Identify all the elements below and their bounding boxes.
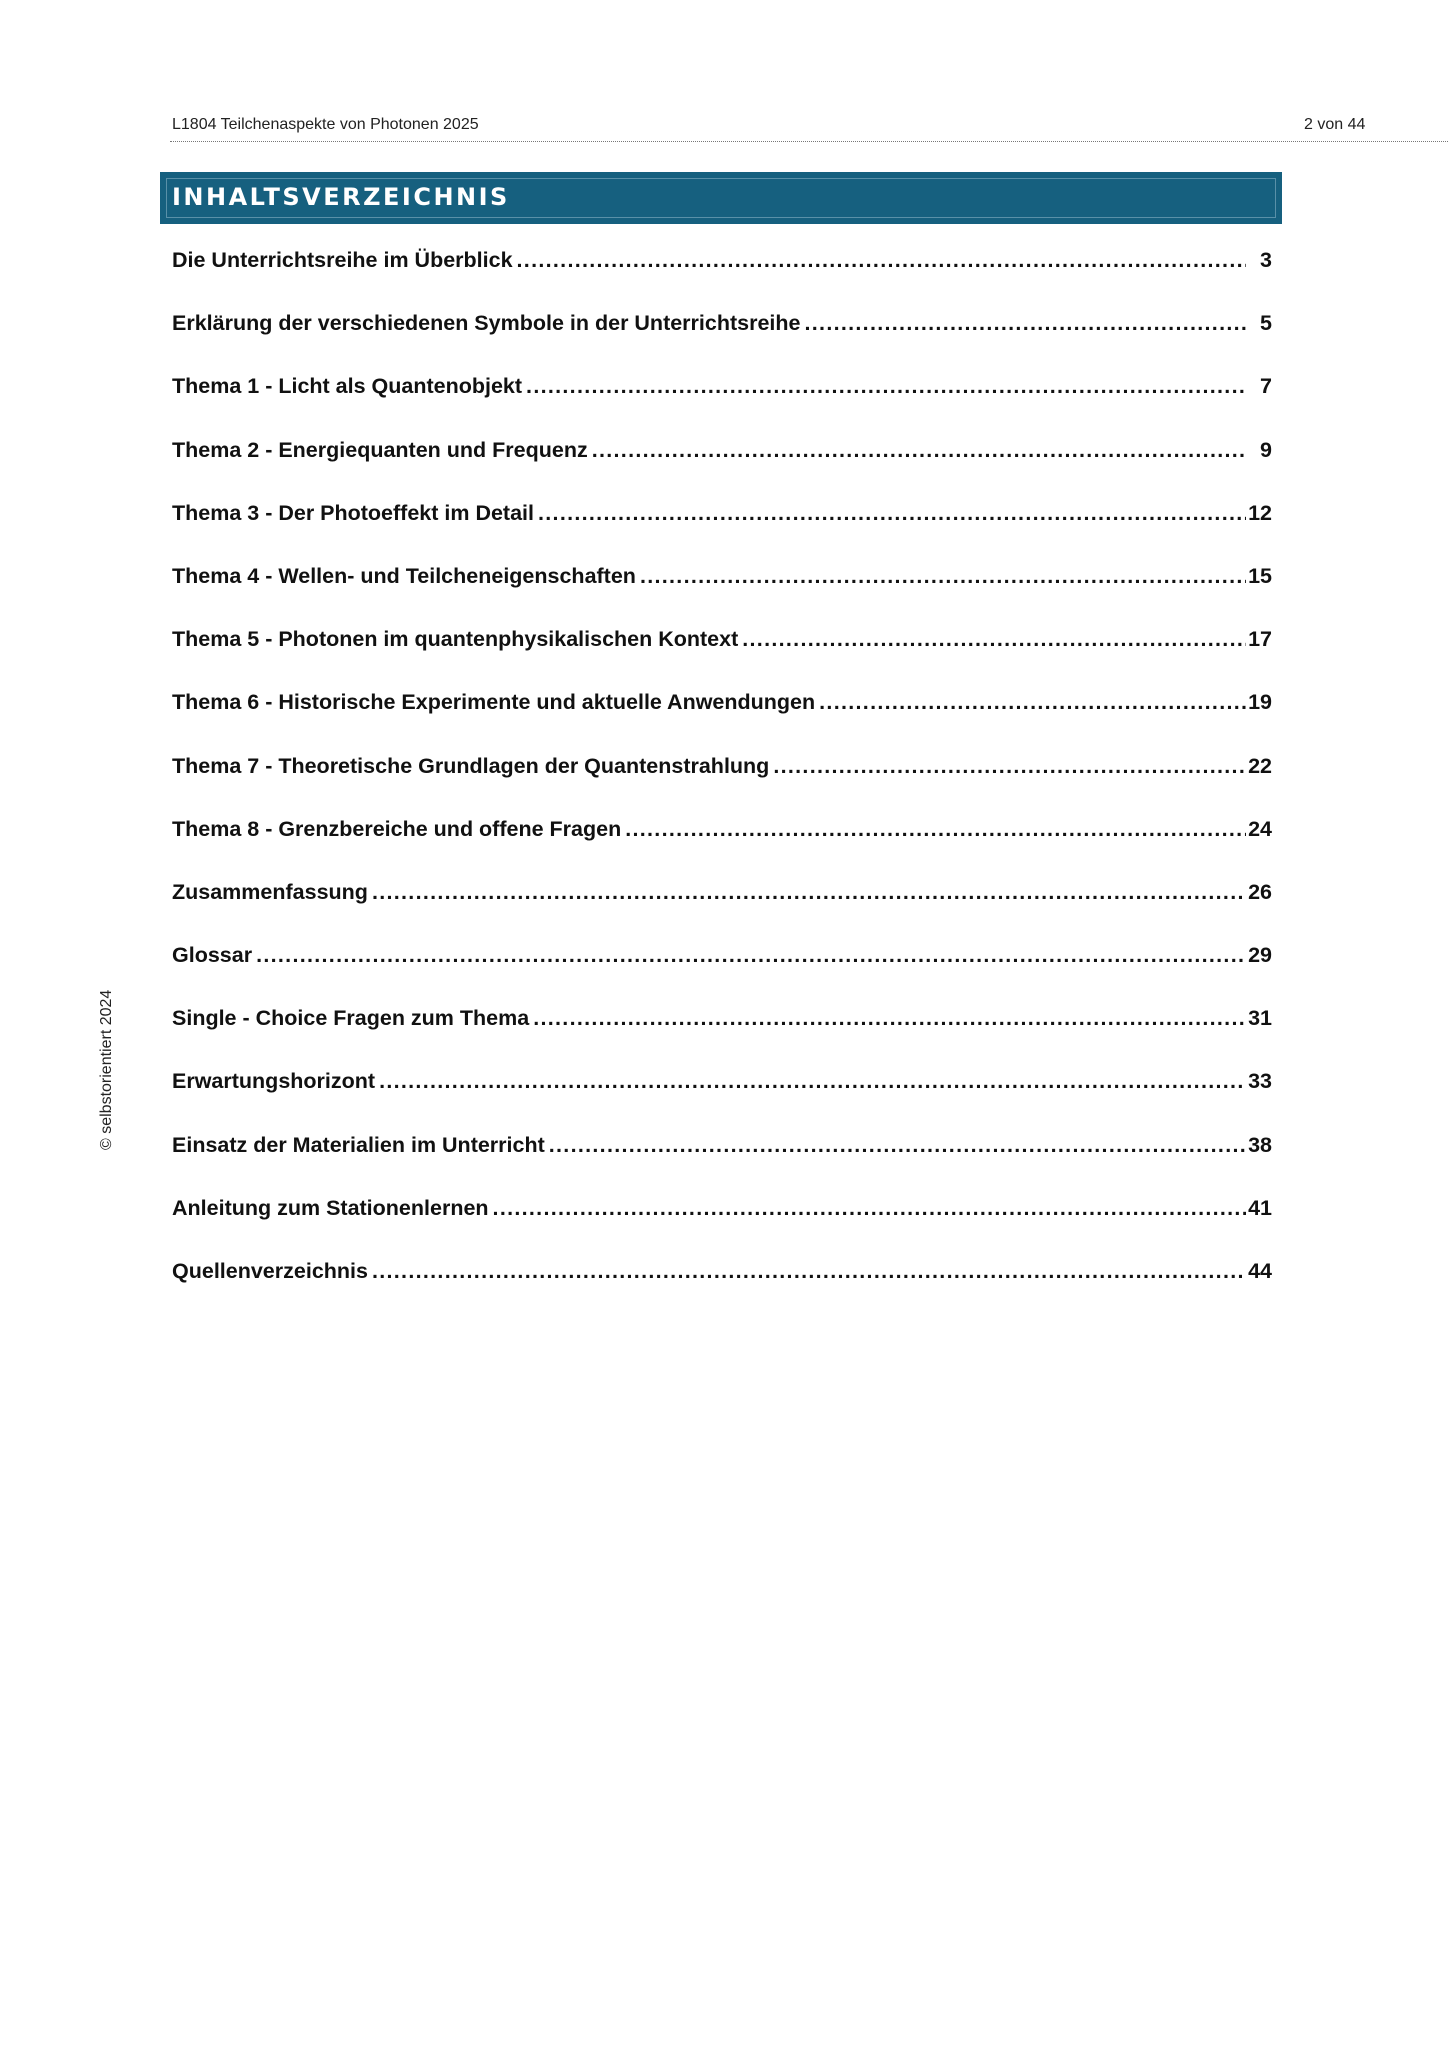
toc-entry[interactable]	[172, 374, 1272, 437]
toc-entry-label: Thema 2 - Energiequanten und Frequenz	[172, 437, 588, 462]
toc-entry-label: Thema 4 - Wellen- und Teilcheneigenschaften	[172, 563, 636, 588]
toc-entry[interactable]	[172, 1133, 1272, 1196]
toc-entry-page: 17	[1248, 627, 1272, 652]
toc-entry[interactable]	[172, 880, 1272, 943]
toc-entry[interactable]	[172, 754, 1272, 817]
toc-entry-page: 33	[1248, 1069, 1272, 1094]
toc-entry-page: 12	[1248, 500, 1272, 525]
dot-leader	[493, 1196, 1246, 1221]
toc-entry[interactable]	[172, 1259, 1272, 1322]
toc-entry-page: 31	[1248, 1006, 1272, 1031]
toc-entry-label: Thema 7 - Theoretische Grundlagen der Quantenstrahlung	[172, 753, 770, 778]
toc-entry-label: Einsatz der Materialien im Unterricht	[172, 1132, 545, 1157]
toc-entry-label: Zusammenfassung	[172, 879, 368, 904]
dot-leader	[773, 754, 1246, 779]
toc-entry-page: 38	[1248, 1132, 1272, 1157]
toc-entry[interactable]	[172, 1196, 1272, 1259]
toc-entry-label: Thema 3 - Der Photoeffekt im Detail	[172, 500, 534, 525]
copyright-note: © selbstorientiert 2024	[98, 989, 115, 1150]
toc-entry-page: 7	[1260, 374, 1272, 399]
dot-leader	[805, 311, 1247, 336]
toc-entry[interactable]	[172, 311, 1272, 374]
toc-entry-label: Single - Choice Fragen zum Thema	[172, 1006, 530, 1031]
dot-leader	[533, 1006, 1246, 1031]
dot-leader	[372, 880, 1246, 905]
dot-leader	[379, 1069, 1246, 1094]
toc-entry-label: Thema 6 - Historische Experimente und aktuelle Anwendungen	[172, 690, 816, 715]
toc-entry-page: 22	[1248, 753, 1272, 778]
toc-entry[interactable]	[172, 817, 1272, 880]
toc-entry[interactable]	[172, 1006, 1272, 1069]
dot-leader	[256, 943, 1246, 968]
toc-entry[interactable]	[172, 501, 1272, 564]
toc-entry-label: Thema 5 - Photonen im quantenphysikalischen Kontext	[172, 627, 739, 652]
toc-entry-page: 41	[1248, 1195, 1272, 1220]
toc-entry[interactable]	[172, 943, 1272, 1006]
toc-entry-page: 9	[1260, 437, 1272, 462]
page-header	[170, 114, 1448, 142]
toc-entry-label: Anleitung zum Stationenlernen	[172, 1195, 489, 1220]
toc-entry-page: 29	[1248, 943, 1272, 968]
toc-entry[interactable]	[172, 564, 1272, 627]
toc-entry-label: Thema 1 - Licht als Quantenobjekt	[172, 374, 523, 399]
toc-entry-page: 3	[1260, 248, 1272, 272]
toc-entry[interactable]	[172, 1069, 1272, 1132]
dot-leader	[549, 1133, 1246, 1158]
toc-entry-label: Die Unterrichtsreihe im Überblick	[172, 248, 513, 272]
toc-entry-label: Quellenverzeichnis	[172, 1259, 368, 1283]
toc-entry-label: Glossar	[172, 943, 253, 968]
toc-entry[interactable]	[172, 438, 1272, 501]
toc-entry-label: Thema 8 - Grenzbereiche und offene Fragen	[172, 816, 622, 841]
toc-entry-page: 15	[1248, 563, 1272, 588]
toc-heading-banner	[160, 172, 1282, 224]
dot-leader	[372, 1259, 1246, 1284]
table-of-contents	[172, 248, 1272, 1322]
page-indicator: 2 von 44	[1304, 116, 1366, 133]
dot-leader	[592, 438, 1246, 463]
toc-entry[interactable]	[172, 627, 1272, 690]
toc-entry[interactable]	[172, 690, 1272, 753]
dot-leader	[538, 501, 1246, 526]
document-title: L1804 Teilchenaspekte von Photonen 2025	[172, 116, 479, 133]
toc-entry-page: 24	[1248, 816, 1272, 841]
dot-leader	[625, 817, 1246, 842]
toc-entry-page: 44	[1248, 1259, 1272, 1283]
dot-leader	[819, 690, 1246, 715]
dot-leader	[742, 627, 1246, 652]
dot-leader	[640, 564, 1246, 589]
toc-entry-page: 26	[1248, 879, 1272, 904]
dot-leader	[526, 374, 1246, 399]
toc-entry[interactable]	[172, 248, 1272, 311]
toc-entry-label: Erwartungshorizont	[172, 1069, 376, 1094]
toc-entry-page: 5	[1260, 311, 1272, 336]
toc-entry-page: 19	[1248, 690, 1272, 715]
toc-entry-label: Erklärung der verschiedenen Symbole in der Unterrichtsreihe	[172, 311, 801, 336]
toc-heading: INHALTSVERZEICHNIS	[172, 183, 510, 211]
dot-leader	[517, 248, 1246, 273]
